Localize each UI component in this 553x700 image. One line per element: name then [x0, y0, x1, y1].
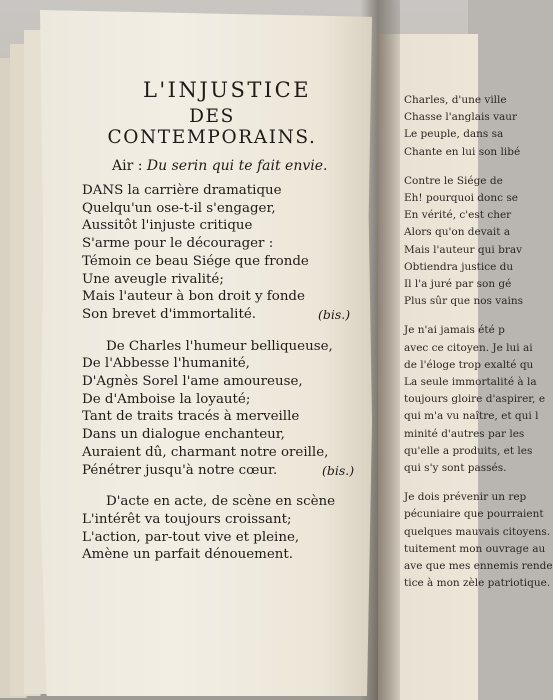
- stanza-1: [82, 182, 362, 324]
- verse-line: S'arme pour le décourager :: [82, 236, 274, 252]
- facing-line: qui m'a vu naître, et qui l: [404, 410, 539, 423]
- verse-line: D'acte en acte, de scène en scène: [106, 494, 336, 510]
- facing-page-text: [404, 92, 553, 592]
- facing-line: Je n'ai jamais été p: [404, 324, 505, 337]
- facing-line: Le peuple, dans sa: [404, 128, 504, 141]
- verse-line: Tant de traits tracés à merveille: [82, 409, 300, 425]
- verse-line: De l'Abbesse l'humanité,: [82, 356, 250, 372]
- poem: [82, 78, 362, 574]
- facing-line: Il l'a juré par son gé: [404, 278, 512, 291]
- facing-line: pécuniaire que pourraient: [404, 508, 544, 521]
- verse-line: Quelqu'un ose-t-il s'engager,: [82, 200, 276, 216]
- facing-line: minité d'autres par les: [404, 427, 525, 440]
- verse-line: DANS la carrière dramatique: [82, 183, 282, 198]
- refrain-mark: (bis.): [318, 306, 351, 322]
- verse-line: De d'Amboise la loyauté;: [82, 391, 251, 407]
- verse-line: De Charles l'humeur belliqueuse,: [106, 338, 333, 354]
- facing-line: avec ce citoyen. Je lui ai: [404, 341, 533, 354]
- verse-line: Auraient dû, charmant notre oreille,: [82, 444, 329, 460]
- facing-line: Mais l'auteur qui brav: [404, 243, 523, 256]
- facing-line: de l'éloge trop exalté qu: [404, 358, 534, 371]
- facing-line: tuitement mon ouvrage au: [404, 542, 546, 555]
- facing-line: Contre le Siége de: [404, 174, 503, 187]
- verse-line: Amène un parfait dénouement.: [82, 547, 294, 563]
- facing-line: Alors qu'on devait a: [404, 226, 511, 239]
- facing-line: ave que mes ennemis rende: [404, 560, 553, 573]
- facing-line: tice à mon zèle patriotique.: [404, 577, 551, 590]
- verse-line: Une aveugle rivalité;: [82, 271, 224, 287]
- verse-line: D'Agnès Sorel l'ame amoureuse,: [82, 374, 303, 390]
- verse-line: Aussitôt l'injuste critique: [82, 218, 253, 234]
- verse-line: Témoin ce beau Siége que fronde: [82, 253, 309, 269]
- verse-line: Mais l'auteur à bon droit y fonde: [82, 289, 305, 305]
- air-line: [112, 158, 362, 174]
- facing-line: Chasse l'anglais vaur: [404, 111, 518, 124]
- facing-line: qui s'y sont passés.: [404, 462, 507, 475]
- verse-line-with-refrain: [82, 462, 362, 480]
- air-label: Air :: [112, 158, 143, 174]
- refrain-mark: (bis.): [322, 462, 355, 478]
- verse-line: L'action, par-tout vive et pleine,: [82, 529, 300, 545]
- facing-line: Chante en lui son libé: [404, 145, 521, 158]
- facing-line: Je dois prévenir un rep: [404, 491, 527, 504]
- facing-line: Charles, d'une ville: [404, 94, 507, 106]
- page-title: L'INJUSTICE: [142, 78, 312, 102]
- facing-line: En vérité, c'est cher: [404, 209, 512, 222]
- facing-line: Obtiendra justice du: [404, 260, 514, 273]
- page-subtitle: DES CONTEMPORAINS.: [107, 106, 317, 148]
- facing-line: toujours gloire d'aspirer, e: [404, 393, 546, 406]
- stanza-3: [82, 493, 362, 564]
- air-title: Du serin qui te fait envie.: [146, 158, 328, 174]
- facing-line: qu'elle a produits, et les: [404, 444, 533, 457]
- facing-line: Plus sûr que nos vains: [404, 295, 523, 308]
- verse-line: L'intérêt va toujours croissant;: [82, 511, 292, 527]
- facing-line: quelques mauvais citoyens.: [404, 525, 551, 538]
- stanza-2: [82, 338, 362, 480]
- verse-line-with-refrain: [82, 306, 362, 324]
- verse-line: Pénétrer jusqu'à notre cœur.: [82, 462, 278, 478]
- facing-line: Eh! pourquoi donc se: [404, 192, 518, 205]
- verse-line: Son brevet d'immortalité.: [82, 306, 257, 322]
- facing-line: La seule immortalité à la: [404, 376, 537, 389]
- verse-line: Dans un dialogue enchanteur,: [82, 427, 285, 443]
